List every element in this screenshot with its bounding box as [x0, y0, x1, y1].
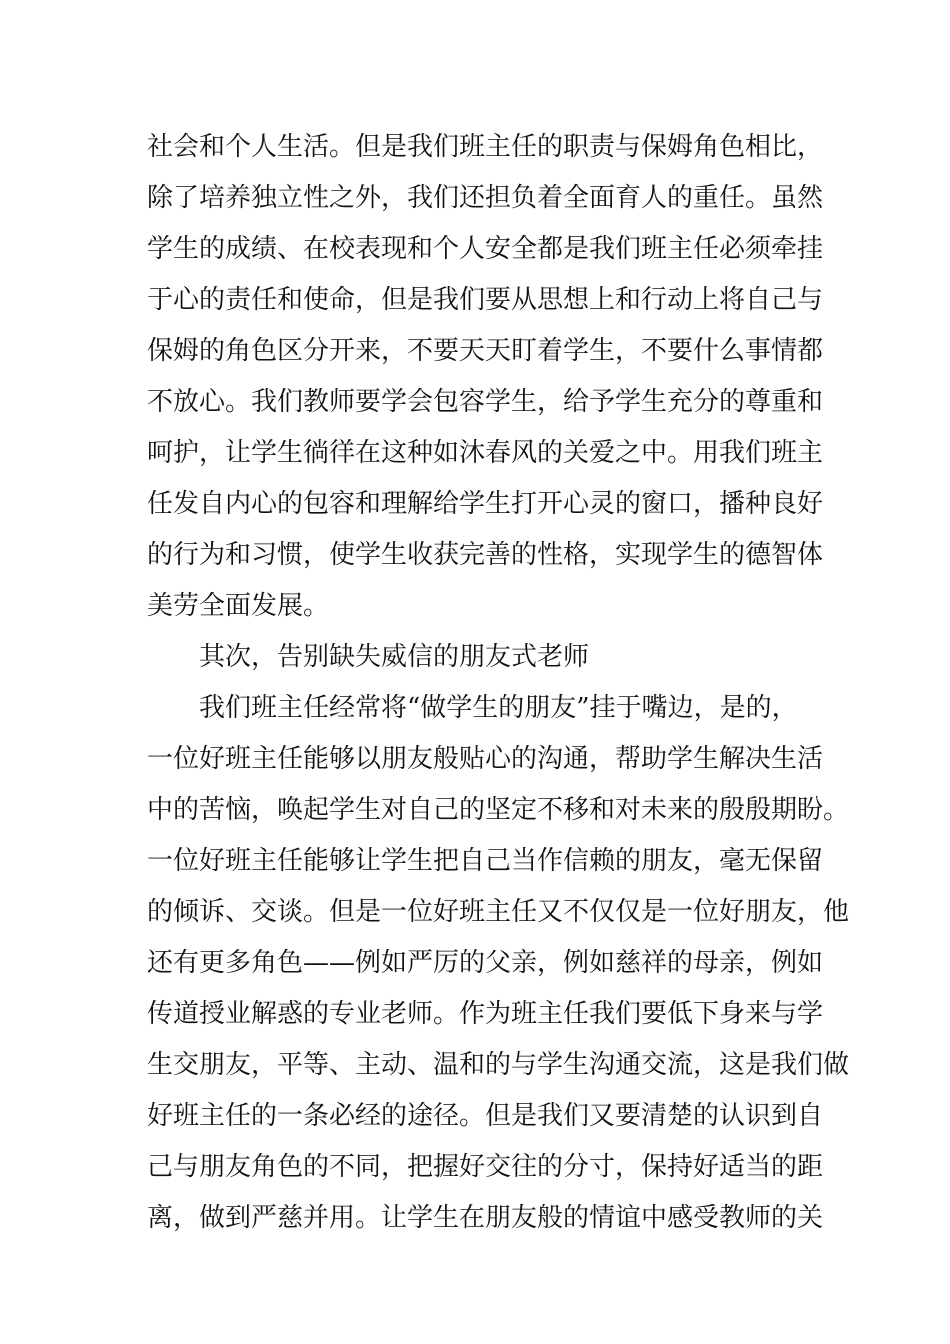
- text-line: 一位好班主任能够以朋友般贴心的沟通，帮助学生解决生活: [147, 744, 824, 774]
- body-text: [147, 122, 850, 1244]
- text-line: 离，做到严慈并用。让学生在朋友般的情谊中感受教师的关: [147, 1203, 824, 1233]
- text-line: 中的苦恼，唤起学生对自己的坚定不移和对未来的殷殷期盼。: [147, 795, 850, 825]
- text-line: 传道授业解惑的专业老师。作为班主任我们要低下身来与学: [147, 999, 824, 1029]
- text-line: 的行为和习惯，使学生收获完善的性格，实现学生的德智体: [147, 540, 824, 570]
- text-line: 于心的责任和使命，但是我们要从思想上和行动上将自己与: [147, 285, 824, 315]
- text-line: 美劳全面发展。: [147, 591, 330, 621]
- text-line: 生交朋友，平等、主动、温和的与学生沟通交流，这是我们做: [147, 1050, 850, 1080]
- text-line: 社会和个人生活。但是我们班主任的职责与保姆角色相比，: [147, 132, 824, 162]
- text-line: 己与朋友角色的不同，把握好交往的分寸，保持好适当的距: [147, 1152, 824, 1182]
- text-line: 我们班主任经常将“做学生的朋友”挂于嘴边，是的，: [199, 693, 798, 723]
- text-line: 的倾诉、交谈。但是一位好班主任又不仅仅是一位好朋友，他: [147, 897, 850, 927]
- text-line: 学生的成绩、在校表现和个人安全都是我们班主任必须牵挂: [147, 234, 824, 264]
- text-line: 任发自内心的包容和理解给学生打开心灵的窗口，播种良好: [147, 489, 824, 519]
- text-line: 还有更多角色——例如严厉的父亲，例如慈祥的母亲，例如: [147, 948, 824, 978]
- text-line: 保姆的角色区分开来，不要天天盯着学生，不要什么事情都: [147, 336, 824, 366]
- text-line: 呵护，让学生徜徉在这种如沐春风的关爱之中。用我们班主: [147, 438, 824, 468]
- text-line: 除了培养独立性之外，我们还担负着全面育人的重任。虽然: [147, 183, 824, 213]
- text-line: 不放心。我们教师要学会包容学生，给予学生充分的尊重和: [147, 387, 824, 417]
- text-line: 一位好班主任能够让学生把自己当作信赖的朋友，毫无保留: [147, 846, 824, 876]
- text-line: 好班主任的一条必经的途径。但是我们又要清楚的认识到自: [147, 1101, 824, 1131]
- section-heading: 其次，告别缺失威信的朋友式老师: [199, 642, 590, 672]
